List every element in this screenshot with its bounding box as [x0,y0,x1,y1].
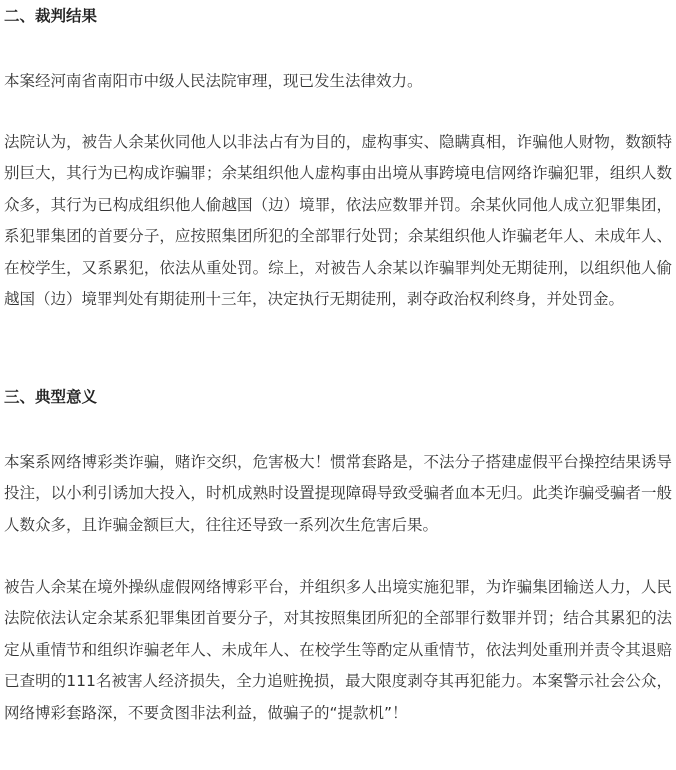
section-heading-verdict: 二、裁判结果 [4,7,98,25]
section-heading-significance: 三、典型意义 [4,388,98,406]
paragraph-fraud-pattern: 本案系网络博彩类诈骗，赌诈交织，危害极大！惯常套路是，不法分子搭建虚假平台操控结果诱导投注，以小利引诱加大投入，时机成熟时设置提现障碍导致受骗者血本无归。此类诈骗受骗者一般人数众多，且诈骗金额巨大，往往还导致一系列次生危害后果。 [4,453,672,534]
paragraph-court-reasoning: 法院认为，被告人余某伙同他人以非法占有为目的，虚构事实、隐瞒真相，诈骗他人财物，数额特别巨大，其行为已构成诈骗罪；余某组织他人虚构事由出境从事跨境电信网络诈骗犯罪，组织人数众多，其行为已构成组织他人偷越国（边）境罪，依法应数罪并罚。余某伙同他人成立犯罪集团，系犯罪集团的首要分子，应按照集团所犯的全部罪行处罚；余某组织他人诈骗老年人、未成年人、在校学生，又系累犯，依法从重处罚。综上，对被告人余某以诈骗罪判处无期徒刑，以组织他人偷越国（边）境罪判处有期徒刑十三年，决定执行无期徒刑，剥夺政治权利终身，并处罚金。 [4,133,672,309]
paragraph-case-warning: 被告人余某在境外操纵虚假网络博彩平台，并组织多人出境实施犯罪，为诈骗集团输送人力，人民法院依法认定余某系犯罪集团首要分子，对其按照集团所犯的全部罪行数罪并罚；结合其累犯的法定从重情节和组织诈骗老年人、未成年人、在校学生等酌定从重情节，依法判处重刑并责令其退赔已查明的111名被害人经济损失，全力追赃挽损，最大限度剥夺其再犯能力。本案警示社会公众，网络博彩套路深，不要贪图非法利益，做骗子的“提款机”！ [4,578,672,722]
paragraph-court-trial: 本案经河南省南阳市中级人民法院审理，现已发生法律效力。 [4,72,423,90]
